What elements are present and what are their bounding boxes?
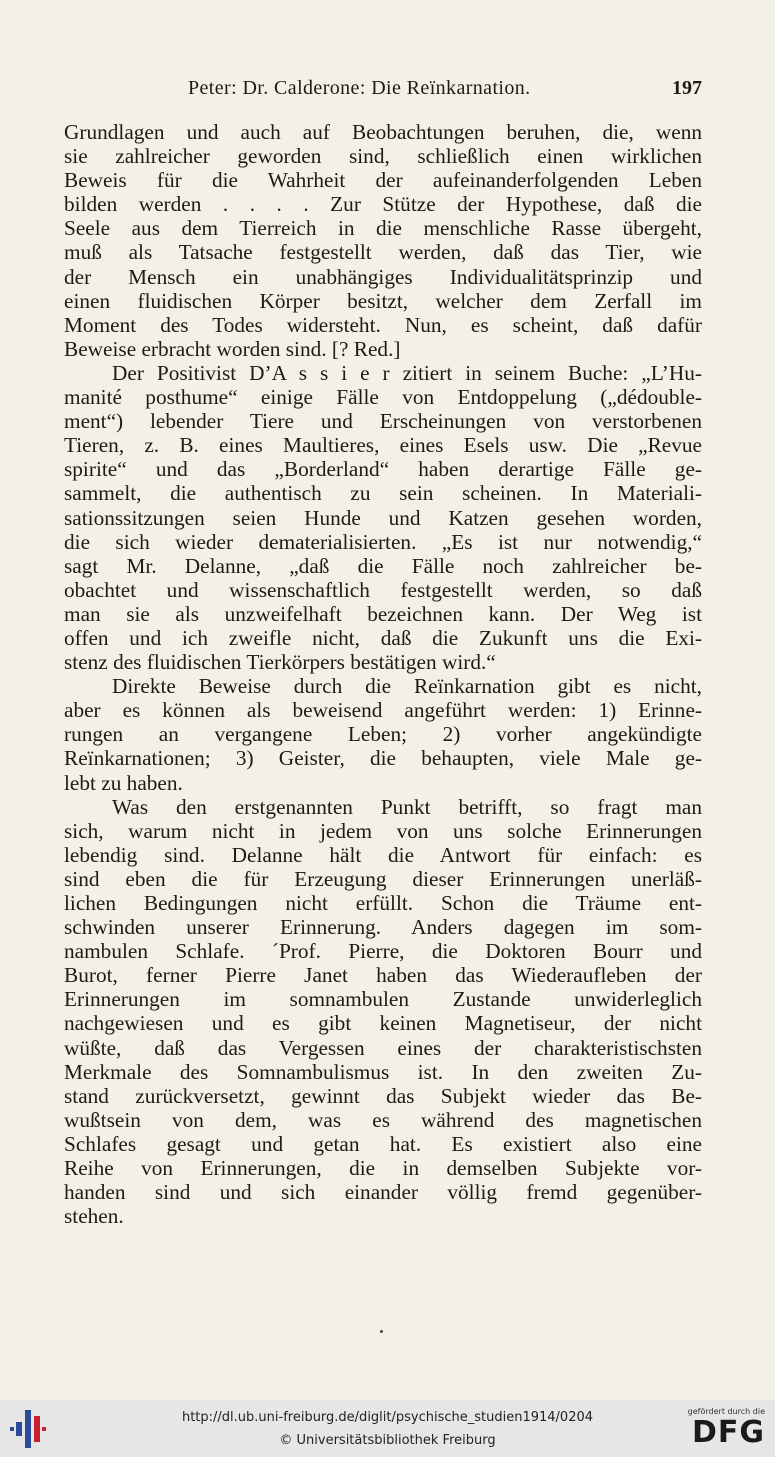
text-line: stenz des fluidischen Tierkörpers bestätigen wird.“	[64, 650, 496, 675]
text-line: sich, warum nicht in jedem von uns solche Erinnerungen	[64, 818, 702, 843]
dfg-logo-icon: DFG	[691, 1415, 765, 1450]
text-line: wußtsein von dem, was es während des magnetischen	[64, 1107, 702, 1132]
text-line: manité posthume“ einige Fälle von Entdoppelung („dédouble-	[64, 385, 702, 410]
text-line: sie zahlreicher geworden sind, schließlich einen wirklichen	[64, 144, 702, 169]
page-header	[64, 77, 702, 103]
text-line: sationssitzungen seien Hunde und Katzen gesehen worden,	[64, 505, 702, 530]
text-line: Seele aus dem Tierreich in die menschliche Rasse übergeht,	[64, 216, 702, 241]
text-line: Reïnkarnationen; 3) Geister, die behaupten, viele Male ge-	[64, 746, 702, 771]
text-line: offen und ich zweifle nicht, daß die Zukunft uns die Exi-	[64, 625, 702, 650]
text-line: muß als Tatsache festgestellt werden, daß das Tier, wie	[64, 240, 702, 265]
text-line: Beweis für die Wahrheit der aufeinanderfolgenden Leben	[64, 168, 702, 193]
text-line: Der Positivist D’A s s i e r zitiert in seinem Buche: „L’Hu-	[112, 360, 702, 385]
text-line: lebt zu haben.	[64, 770, 183, 795]
text-line: Erinnerungen im somnambulen Zustande unwiderleglich	[64, 987, 702, 1012]
text-line: die sich wieder dematerialisierten. „Es ist nur notwendig,“	[64, 529, 702, 554]
text-line: einen fluidischen Körper besitzt, welcher dem Zerfall im	[64, 288, 702, 313]
text-line: handen sind und sich einander völlig fremd gegenüber-	[64, 1180, 702, 1205]
text-line: Burot, ferner Pierre Janet haben das Wiederaufleben der	[64, 963, 702, 988]
text-line: Schlafes gesagt und getan hat. Es existiert also eine	[64, 1131, 702, 1156]
page-number: 197	[672, 77, 702, 99]
text-line: Direkte Beweise durch die Reïnkarnation gibt es nicht,	[112, 674, 702, 699]
text-line: rungen an vergangene Leben; 2) vorher angekündigte	[64, 722, 702, 747]
text-line: Was den erstgenannten Punkt betrifft, so fragt man	[112, 794, 702, 819]
text-line: sind eben die für Erzeugung dieser Erinnerungen unerläß-	[64, 866, 702, 891]
text-line: bilden werden . . . . Zur Stütze der Hypothese, daß die	[64, 192, 702, 217]
text-line: lichen Bedingungen nicht erfüllt. Schon die Träume ent-	[64, 891, 702, 915]
text-line: nambulen Schlafe. ´Prof. Pierre, die Doktoren Bourr und	[64, 939, 702, 964]
text-line: lebendig sind. Delanne hält die Antwort für einfach: es	[64, 842, 702, 867]
text-line: man sie als unzweifelhaft bezeichnen kann. Der Weg ist	[64, 601, 702, 626]
dfg-tagline: gefördert durch die	[687, 1407, 765, 1416]
text-line: Beweise erbracht worden sind. [? Red.]	[64, 336, 401, 361]
text-line: Tieren, z. B. eines Maultieres, eines Esels usw. Die „Revue	[64, 433, 702, 458]
body-text	[64, 120, 702, 1228]
running-head: Peter: Dr. Calderone: Die Reïnkarnation.	[188, 77, 531, 99]
source-url-link[interactable]: http://dl.ub.uni-freiburg.de/diglit/psychische_studien1914/0204	[181, 1410, 594, 1425]
copyright-text: © Universitätsbibliothek Freiburg	[279, 1433, 496, 1448]
text-line: Moment des Todes widersteht. Nun, es scheint, daß dafür	[64, 312, 702, 337]
viewer-footer	[0, 1400, 775, 1457]
text-line: wüßte, daß das Vergessen eines der charakteristischsten	[64, 1035, 702, 1060]
text-line: aber es können als beweisend angeführt werden: 1) Erinne-	[64, 698, 702, 723]
text-line: obachtet und wissenschaftlich festgestellt werden, so daß	[64, 577, 702, 602]
text-line: schwinden unserer Erinnerung. Anders dagegen im som-	[64, 915, 702, 940]
text-line: Merkmale des Somnambulismus ist. In den zweiten Zu-	[64, 1059, 702, 1084]
text-line: stehen.	[64, 1204, 124, 1229]
text-line: Grundlagen und auch auf Beobachtungen beruhen, die, wenn	[64, 120, 702, 144]
page-mark-dot	[380, 1330, 383, 1333]
text-line: stand zurückversetzt, gewinnt das Subjekt wieder das Be-	[64, 1083, 702, 1108]
text-line: spirite“ und das „Borderland“ haben derartige Fälle ge-	[64, 457, 702, 482]
text-line: der Mensch ein unabhängiges Individualitätsprinzip und	[64, 264, 702, 289]
text-line: sammelt, die authentisch zu sein scheinen. In Materiali-	[64, 481, 702, 506]
text-line: sagt Mr. Delanne, „daß die Fälle noch zahlreicher be-	[64, 553, 702, 578]
text-line: ment“) lebender Tiere und Erscheinungen von verstorbenen	[64, 409, 702, 434]
text-line: nachgewiesen und es gibt keinen Magnetiseur, der nicht	[64, 1011, 702, 1036]
text-line: Reihe von Erinnerungen, die in demselben Subjekte vor-	[64, 1156, 702, 1181]
